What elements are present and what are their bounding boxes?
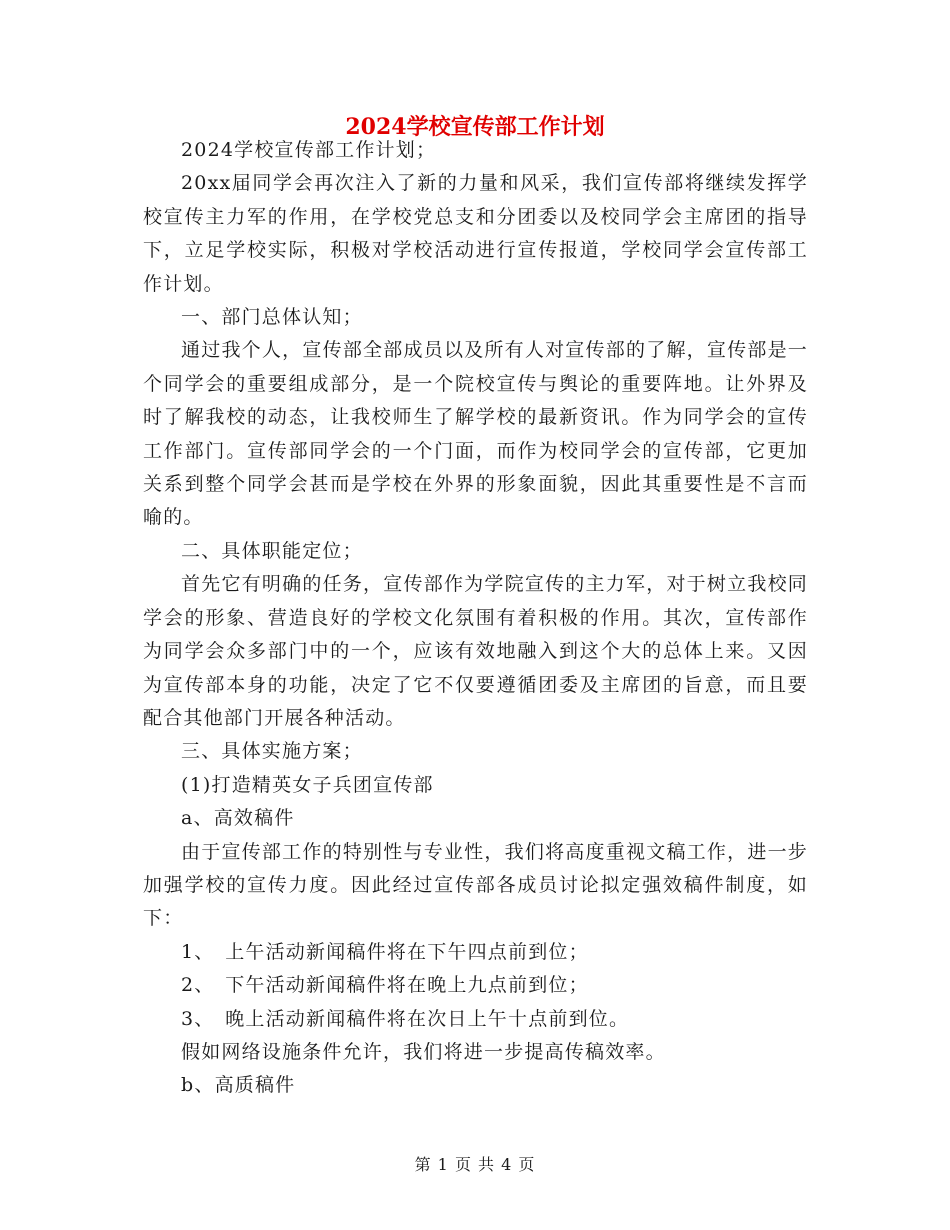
section-heading-2: 二、具体职能定位；: [181, 539, 363, 562]
paragraph-section-2: 首先它有明确的任务，宣传部作为学院宣传的主力军，对于树立我校同学会的形象、营造良好的学校文化氛围有着积极的作用。其次，宣传部作为同学会众多部门中的一个，应该有效地融入到这个大的总体上来。又因为宣传部本身的功能，决定了它不仅要遵循团委及主席团的旨意，而且要配合其他部门开展各种活动。: [143, 573, 808, 729]
paragraph-intro-heading: 2024学校宣传部工作计划；: [181, 139, 437, 161]
paragraph-network-note: 假如网络设施条件允许，我们将进一步提高传稿效率。: [181, 1040, 666, 1063]
item-heading-a: a、高效稿件: [181, 807, 295, 830]
document-title: 2024学校宣传部工作计划: [345, 114, 605, 140]
paragraph-section-1: 通过我个人，宣传部全部成员以及所有人对宣传部的了解，宣传部是一个同学会的重要组成部分，是一个院校宣传与舆论的重要阵地。让外界及时了解我校的动态，让我校师生了解学校的最新资讯。作为同学会的宣传工作部门。宣传部同学会的一个门面，而作为校同学会的宣传部，它更加关系到整个同学会甚而是学校在外界的形象面貌，因此其重要性是不言而喻的。: [143, 339, 808, 529]
subsection-heading-1: (1)打造精英女子兵团宣传部: [181, 773, 434, 796]
section-heading-1: 一、部门总体认知；: [181, 306, 363, 329]
list-item-3: 3、 晚上活动新闻稿件将在次日上午十点前到位。: [181, 1007, 630, 1030]
paragraph-efficient-drafts: 由于宣传部工作的特别性与专业性，我们将高度重视文稿工作，进一步加强学校的宣传力度。因此经过宣传部各成员讨论拟定强效稿件制度，如下：: [143, 840, 808, 930]
item-heading-b: b、高质稿件: [181, 1074, 296, 1097]
paragraph-intro: 20xx届同学会再次注入了新的力量和风采，我们宣传部将继续发挥学校宣传主力军的作用，在学校党总支和分团委以及校同学会主席团的指导下，立足学校实际，积极对学校活动进行宣传报道，学校同学会宣传部工作计划。: [143, 172, 808, 295]
section-heading-3: 三、具体实施方案；: [181, 740, 363, 763]
list-item-1: 1、 上午活动新闻稿件将在下午四点前到位；: [181, 940, 589, 963]
page-footer: 第 1 页 共 4 页: [414, 1155, 536, 1174]
list-item-2: 2、 下午活动新闻稿件将在晚上九点前到位；: [181, 974, 589, 997]
document-body: [143, 134, 808, 1103]
